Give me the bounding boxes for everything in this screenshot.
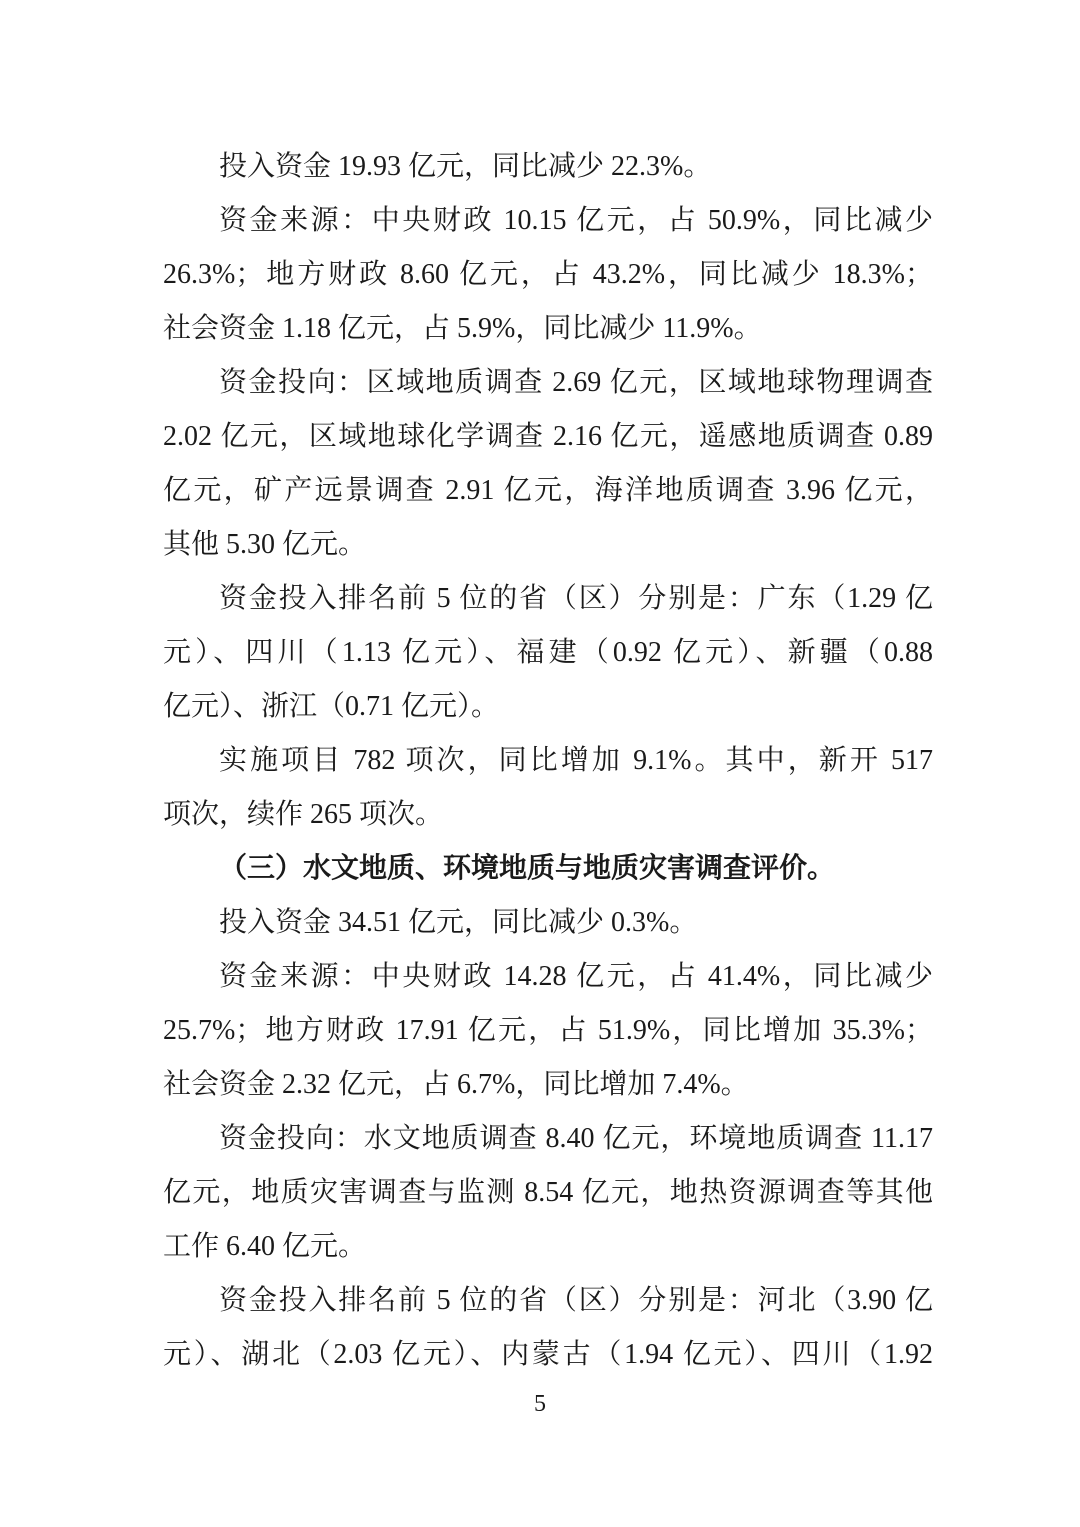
text-line: 26.3%；地方财政 8.60 亿元，占 43.2%，同比减少 18.3%； xyxy=(163,259,933,290)
text-line: 社会资金 2.32 亿元，占 6.7%，同比增加 7.4%。 xyxy=(163,1069,749,1100)
text-line: 亿元，矿产远景调查 2.91 亿元，海洋地质调查 3.96 亿元， xyxy=(163,475,933,506)
text-line: 实施项目 782 项次，同比增加 9.1%。其中，新开 517 xyxy=(219,745,933,776)
text-line: 2.02 亿元，区域地球化学调查 2.16 亿元，遥感地质调查 0.89 xyxy=(163,421,933,452)
text-line: 投入资金 34.51 亿元，同比减少 0.3%。 xyxy=(219,907,698,938)
text-line: 资金来源：中央财政 14.28 亿元，占 41.4%，同比减少 xyxy=(219,961,933,992)
text-line: 投入资金 19.93 亿元，同比减少 22.3%。 xyxy=(219,151,712,182)
text-line: 亿元）、浙江（0.71 亿元）。 xyxy=(163,691,500,722)
text-line: 其他 5.30 亿元。 xyxy=(163,529,367,560)
text-line: 25.7%；地方财政 17.91 亿元，占 51.9%，同比增加 35.3%； xyxy=(163,1015,933,1046)
page-number: 5 xyxy=(534,1391,546,1417)
text-line: 社会资金 1.18 亿元，占 5.9%，同比减少 11.9%。 xyxy=(163,313,762,344)
text-line: 工作 6.40 亿元。 xyxy=(163,1231,367,1262)
text-line: 元）、四川（1.13 亿元）、福建（0.92 亿元）、新疆（0.88 xyxy=(163,637,933,668)
text-line: 亿元，地质灾害调查与监测 8.54 亿元，地热资源调查等其他 xyxy=(163,1177,933,1208)
text-line: 资金投入排名前 5 位的省（区）分别是：广东（1.29 亿 xyxy=(219,583,933,614)
text-line: 元）、湖北（2.03 亿元）、内蒙古（1.94 亿元）、四川（1.92 xyxy=(163,1339,933,1370)
text-line: 资金投向：水文地质调查 8.40 亿元，环境地质调查 11.17 xyxy=(219,1123,933,1154)
text-line: 资金投向：区域地质调查 2.69 亿元，区域地球物理调查 xyxy=(219,367,933,398)
section-heading: （三）水文地质、环境地质与地质灾害调查评价。 xyxy=(219,853,836,884)
document-text-block xyxy=(163,140,933,1382)
text-line: 资金来源：中央财政 10.15 亿元，占 50.9%，同比减少 xyxy=(219,205,933,236)
text-line: 资金投入排名前 5 位的省（区）分别是：河北（3.90 亿 xyxy=(219,1285,933,1316)
text-line: 项次，续作 265 项次。 xyxy=(163,799,444,830)
